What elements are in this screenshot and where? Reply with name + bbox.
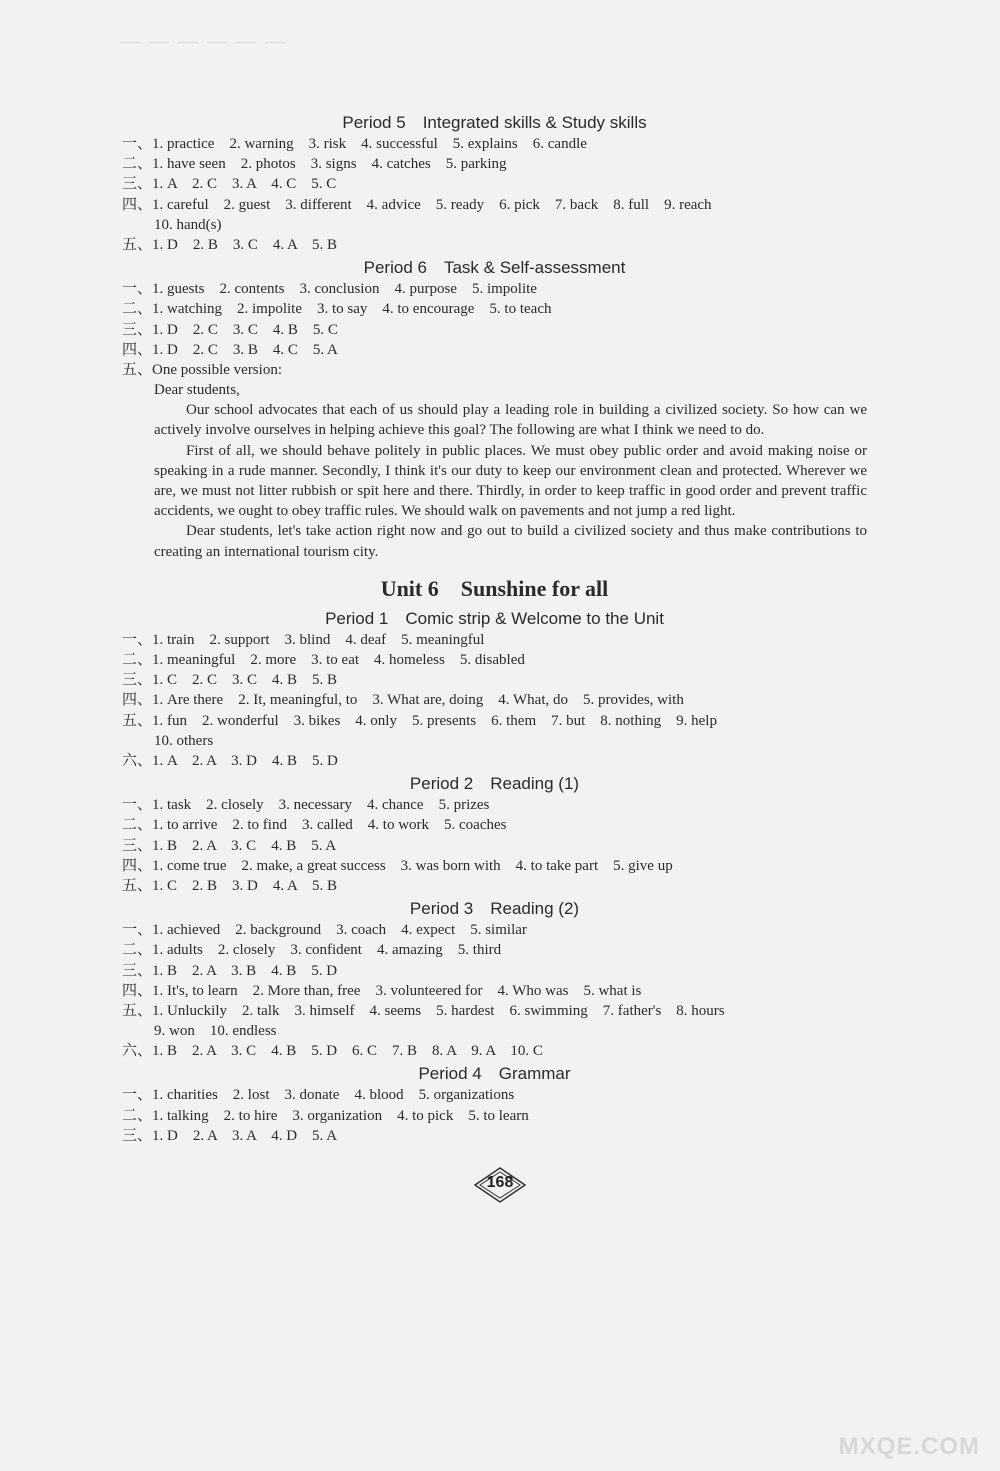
answer-line: 四、1. It's, to learn 2. More than, free 3. volunteered for 4. Who was 5. what is — [122, 982, 642, 999]
period-heading: Period 1 Comic strip & Welcome to the Unit — [325, 608, 664, 628]
answer-line: 五、1. Unluckily 2. talk 3. himself 4. seems 5. hardest 6. swimming 7. father's 8. hours — [122, 1002, 725, 1019]
answer-line: 一、1. practice 2. warning 3. risk 4. successful 5. explains 6. candle — [122, 136, 587, 152]
answer-line-continuation: 10. hand(s) — [154, 216, 222, 233]
period-heading: Period 5 Integrated skills & Study skills — [342, 113, 647, 132]
answer-line: 五、1. fun 2. wonderful 3. bikes 4. only 5. presents 6. them 7. but 8. nothing 9. help — [122, 712, 717, 729]
watermark-logo — [780, 1371, 980, 1461]
answer-line: 三、1. D 2. A 3. A 4. D 5. A — [122, 1127, 338, 1144]
answer-line: 六、1. B 2. A 3. C 4. B 5. D 6. C 7. B 8. A 9. A 10. C — [122, 1043, 543, 1060]
answer-line: 二、1. meaningful 2. more 3. to eat 4. homeless 5. disabled — [122, 652, 525, 669]
page-number-badge — [474, 1167, 526, 1203]
answer-line: 三、1. B 2. A 3. B 4. B 5. D — [122, 962, 338, 979]
answer-line: 六、1. A 2. A 3. D 4. B 5. D — [122, 753, 338, 769]
answer-line: 四、1. D 2. C 3. B 4. C 5. A — [122, 341, 338, 358]
answer-line: 一、1. task 2. closely 3. necessary 4. chance 5. prizes — [122, 797, 490, 814]
answer-line: 一、1. train 2. support 3. blind 4. deaf 5. meaningful — [122, 631, 485, 648]
answer-line: 五、1. C 2. B 3. D 4. A 5. B — [122, 877, 338, 894]
period-heading: Period 2 Reading (1) — [409, 774, 580, 794]
answer-line: 四、1. Are there 2. It, meaningful, to 3. What are, doing 4. What, do 5. provides, with — [122, 692, 684, 709]
period-heading: Period 4 Grammar — [418, 1064, 571, 1084]
watermark-text: MXQE.COM — [838, 1433, 980, 1460]
period-heading: Period 3 Reading (2) — [409, 899, 580, 919]
answer-line: 三、1. B 2. A 3. C 4. B 5. A — [122, 837, 337, 854]
answer-line: 一、1. guests 2. contents 3. conclusion 4. purpose 5. impolite — [122, 281, 537, 298]
answer-line: 一、1. achieved 2. background 3. coach 4. expect 5. similar — [122, 922, 527, 939]
answer-line: 二、1. have seen 2. photos 3. signs 4. catches 5. parking — [122, 156, 507, 173]
answer-line: 三、1. C 2. C 3. C 4. B 5. B — [122, 672, 338, 689]
answer-line: 二、1. watching 2. impolite 3. to say 4. to encourage 5. to teach — [122, 301, 552, 318]
unit-heading: Unit 6 Sunshine for all — [380, 575, 609, 601]
answer-line: 五、One possible version: — [122, 361, 282, 378]
answer-line: 三、1. A 2. C 3. A 4. C 5. C — [122, 176, 337, 193]
answer-line: 四、1. careful 2. guest 3. different 4. advice 5. ready 6. pick 7. back 8. full 9. reach — [122, 196, 712, 213]
essay-salutation: Dear students, — [154, 382, 240, 399]
answer-content — [122, 110, 867, 1146]
faint-header-mark: — — — — — — — [120, 30, 287, 52]
answer-line: 二、1. talking 2. to hire 3. organization 4. to pick 5. to learn — [122, 1107, 529, 1124]
answer-line-continuation: 10. others — [154, 732, 214, 749]
essay-paragraph: Dear students, let's take action right now and go out to build a civilized society and thus make contributions to creating an international tourism city. — [154, 523, 867, 560]
answer-line: 二、1. adults 2. closely 3. confident 4. amazing 5. third — [122, 942, 502, 959]
answer-line: 二、1. to arrive 2. to find 3. called 4. to work 5. coaches — [122, 817, 507, 834]
period-heading: Period 6 Task & Self-assessment — [363, 258, 626, 278]
answer-line: 一、1. charities 2. lost 3. donate 4. blood 5. organizations — [122, 1087, 515, 1104]
answer-line-continuation: 9. won 10. endless — [154, 1023, 277, 1040]
answer-line: 三、1. D 2. C 3. C 4. B 5. C — [122, 321, 338, 338]
essay-paragraph: First of all, we should behave politely in public places. We must obey public order and avoid making noise or speaking in a rude manner. Secondly, I think it's our duty to keep our environment clean and protected. Wherever we are, we must not litter rubbish or spit here and there. Thirdly, in order to keep traffic in good order and prevent traffic accidents, we ought to obey traffic rules. We should walk on pavements and not jump a red light. — [154, 442, 867, 520]
page-number: 168 — [486, 1174, 514, 1191]
answer-line: 四、1. come true 2. make, a great success 3. was born with 4. to take part 5. give up — [122, 857, 673, 874]
answer-line: 五、1. D 2. B 3. C 4. A 5. B — [122, 236, 338, 253]
essay-paragraph: Our school advocates that each of us should play a leading role in building a civilized society. So how can we actively involve ourselves in helping achieve this goal? The following are what I think we need to do. — [154, 402, 867, 439]
